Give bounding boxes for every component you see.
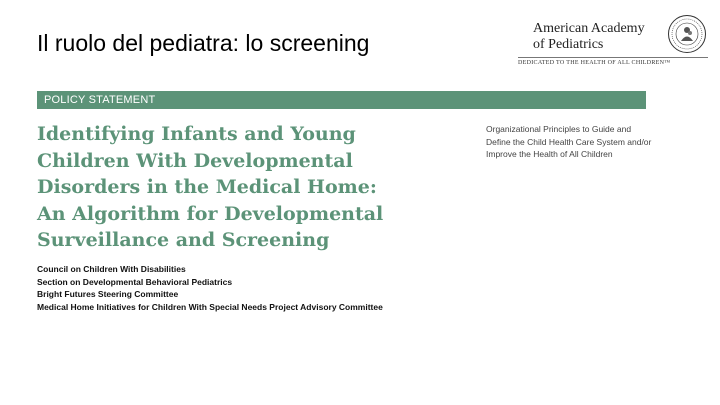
logo-name-line2: of Pediatrics [533,37,604,52]
document-title-line: Disorders in the Medical Home: [37,176,377,198]
logo-name-line1: American Academy [533,21,645,36]
slide-title: Il ruolo del pediatra: lo screening [37,30,370,56]
document-title-line: Surveillance and Screening [37,229,330,251]
side-note-line: Define the Child Health Care System and/or [486,136,652,147]
logo-divider [518,57,708,58]
side-note-line: Organizational Principles to Guide and [486,124,632,134]
document-title-line: An Algorithm for Developmental [37,202,384,225]
author-item: Medical Home Initiatives for Children With Special Needs Project Advisory Committee [37,302,383,313]
document-title-line: Children With Developmental [37,149,353,172]
side-note [486,123,656,161]
policy-statement-bar [37,91,646,109]
author-item: Section on Developmental Behavioral Pediatrics [37,276,233,287]
author-item: Council on Children With Disabilities [37,264,186,274]
aap-logo [518,14,713,74]
side-note-line: Improve the Health of All Children [486,149,613,159]
aap-seal-icon [667,14,707,54]
document-title [37,121,457,254]
author-list [37,263,383,314]
policy-statement-label: POLICY STATEMENT [44,94,156,106]
document-title-line: Identifying Infants and Young [37,123,356,145]
author-item: Bright Futures Steering Committee [37,289,179,300]
logo-tagline: DEDICATED TO THE HEALTH OF ALL CHILDREN™ [518,60,671,66]
